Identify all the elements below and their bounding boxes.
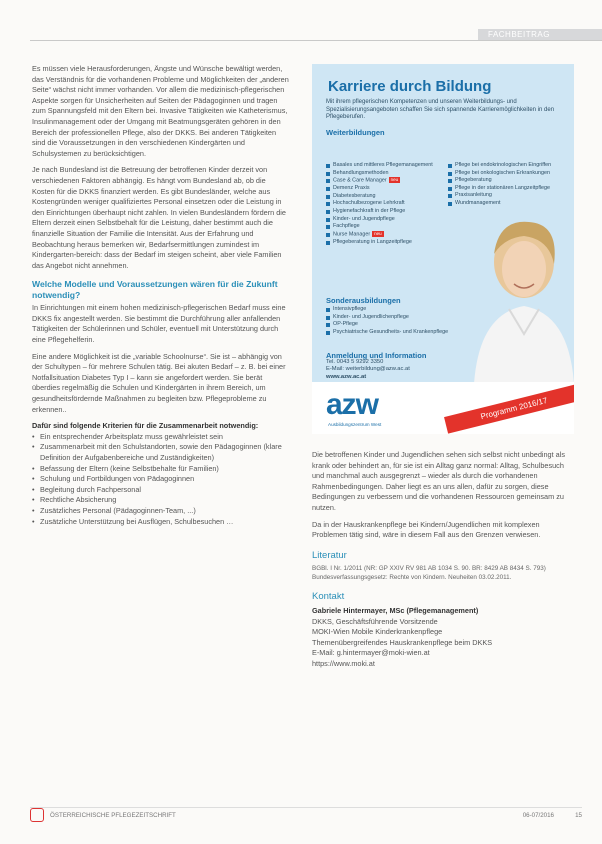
ad-list-item: Behandlungsmethoden — [326, 170, 438, 178]
ad-list-item: Basales und mittleres Pflegemanagement — [326, 162, 438, 170]
ad-list-item: Pflege bei endokrinologischen Eingriffen — [448, 162, 566, 170]
ad-list-item: Diabetesberatung — [326, 193, 438, 201]
section-heading: Welche Modelle und Voraussetzungen wären für die Zukunft notwendig? — [32, 279, 278, 301]
journal-logo-icon — [30, 808, 44, 822]
contact-website[interactable]: https://www.moki.at — [312, 658, 375, 668]
list-item: • Schulung und Fortbildungen von Pädagoginnen — [32, 474, 290, 485]
section-tag: FACHBEITRAG — [478, 29, 602, 41]
body-paragraph: Es müssen viele Herausforderungen, Ängste und Wünsche bewältigt werden, das Verständnis für die vorhandenen Probleme und Möglichkeiten der „anderen Seite“ wächst nicht immer vorhanden. Vor allem die medizinisch-pflegerischen Aspekte sorgen für Unsicherheiten auf Seiten der Pädagoginnen und tragen zum Spannungsfeld mit den Eltern bei. Invasive Tätigkeiten wie Katheterismus, Insulinmanagement oder der Umgang mit Beatmungsgeräten gehören in den Bereich der professionellen Pflege, also der DKKS. Bei anderen Tätigkeiten sind die Voraussetzungen in den verschiedenen Kindergärten und Schulsystemen zu berücksichtigen. — [32, 64, 289, 158]
contact-line: Themenübergreifendes Hauskrankenpflege beim DKKS — [312, 637, 493, 647]
literature-heading: Literatur — [312, 549, 347, 561]
ad-intro: Mit ihrem pflegerischen Kompetenzen und unseren Weiterbildungs- und Spezialisierungsangeboten schaffen Sie sich spannende Karrieremöglichkeiten in den Pflegeberufen. — [326, 99, 555, 121]
ad-list-item: Fachpflege — [326, 223, 438, 231]
body-paragraph: Die betroffenen Kinder und Jugendlichen sehen sich selbst nicht unbedingt als krank oder behindert an, für sie ist ein Alltag ganz normal: Alltag, Schulbesuch und manchmal auch ausgegrenzt – wieder als durch die vorhandenen Rahmenbedingungen. Daher liegt es an uns allen, dafür zu sorgen, diese Bedingungen zu verbessern und die vorhandenen Ressourcen gemeinsam zu nutzen. — [312, 450, 565, 512]
ad-list-item: Pflege bei onkologischen Erkrankungen — [448, 170, 566, 178]
contact-email[interactable]: E-Mail: g.hintermayer@moki-wien.at — [312, 648, 430, 658]
contact-heading: Kontakt — [312, 591, 345, 603]
ad-list-item: Nurse Manager neu — [326, 231, 438, 239]
new-badge: neu — [374, 230, 382, 236]
ad-list-item: OP-Pflege — [326, 321, 526, 329]
body-paragraph: Je nach Bundesland ist die Betreuung der betroffenen Kinder derzeit von verschiedenen Faktoren abhängig. Es hängt vom Bundesland ab, ob die Kosten für die DKKS finanziert werden. Es gibt Bundesländer, welche aus Kostengründen weniger qualifiziertes Personal einsetzen oder die Leistung in den Einrichtungen überhaupt nicht zahlen. In vielen Bundesländern fördern die Eltern derzeit einen Selbstbehalt für die Leistung, daher bestimmt auch die finanzielle Situation der Familie die Intensität. Aus der Erfahrung und Beobachtung heraus bemerken wir, Bedarfsermittlungen zumindest im Kindergarten-bereich: dass der Bedarf im steigen scheint, aber viele Familien das Angebot nicht annehmen. — [32, 165, 286, 270]
body-paragraph: In Einrichtungen mit einem hohen medizinisch-pflegerischen Bedarf muss eine DKKS fix angestellt werden. Sie bestimmt die Durchführung aller anfallenden Tätigkeiten der Schülerinnen und Schüler, eventuell mit Unterstützung durch eine Pflegehelferin. — [32, 303, 286, 345]
body-paragraph: Da in der Hauskrankenpflege bei Kindern/Jugendlichen mit komplexen Problemen tätig sind, wäre in diesem Fall aus den Grenzen verwiesen. — [312, 519, 541, 540]
criteria-heading: Dafür sind folgende Kriterien für die Zusammenarbeit notwendig: — [32, 421, 259, 431]
ad-list-item: Kinder- und Jugendpflege — [326, 216, 438, 224]
ad-list-sonder — [326, 306, 526, 336]
list-item: • Rechtliche Absicherung — [32, 495, 290, 506]
ad-heading-weiterbildungen: Weiterbildungen — [326, 127, 385, 137]
ad-contact — [326, 359, 410, 381]
issue-number: 06-07/2016 — [522, 812, 554, 819]
footer-rule — [30, 807, 582, 808]
contact-line: MOKI-Wien Mobile Kinderkrankenpflege — [312, 627, 443, 637]
ad-list-item: Demenz Praxis — [326, 185, 438, 193]
advertisement — [312, 64, 574, 434]
ad-list-item: Intensivpflege — [326, 306, 526, 314]
ad-list-item: Hygienefachkraft in der Pflege — [326, 208, 438, 216]
list-item: • Ein entsprechender Arbeitsplatz muss gewährleistet sein — [32, 432, 290, 443]
journal-name: ÖSTERREICHISCHE PFLEGEZEITSCHRIFT — [50, 812, 176, 819]
page-footer — [30, 810, 582, 822]
ad-list-item: Hochschulbezogene Lehrkraft — [326, 200, 438, 208]
ad-list-item: Pflegeberatung — [448, 177, 566, 185]
ad-list-left — [326, 162, 438, 246]
list-item: • Zusätzliches Personal (Pädagoginnen-Team, ...) — [32, 506, 290, 517]
ad-heading-sonderausbildungen: Sonderausbildungen — [326, 296, 401, 305]
ad-email: E-Mail: weiterbildung@azw.ac.at — [326, 366, 410, 373]
contact-name: Gabriele Hintermayer, MSc (Pflegemanagement) — [312, 605, 479, 615]
azw-logo: azw — [326, 388, 379, 421]
new-badge: neu — [390, 177, 399, 183]
list-item: • Zusammenarbeit mit den Schulstandorten, sowie den Pädagoginnen (klare Definition der Aufgabenbereiche und Zuständigkeiten) — [32, 442, 290, 463]
body-paragraph: Eine andere Möglichkeit ist die „variable Schoolnurse“. Sie ist – abhängig von der Schultypen – für mehrere Schulen tätig. Bei akuten Bedarf – z. B. bei einer Notfallsituation Diabetes Typ I – kann sie angefordert werden. Sie berät überdies regelmäßig die Schulen und Kindergärten in ihrem Bereich, um gesundheitsfördernde Maßnahmen zu begleiten bzw. Pflegeprobleme zu erkennen.. — [32, 351, 286, 414]
ad-list-item: Pflege in der stationären Langzeitpflege — [448, 185, 566, 193]
ad-list-item: Praxisanleitung — [448, 192, 566, 200]
literature-text: BGBl. I Nr. 1/2011 (NR: GP XXIV RV 981 AB 1034 S. 90. BR: 8429 AB 8434 S. 793) Bundesverfassungsgesetz: Rechte von Kindern. Neuheiten 03.02.2011. — [312, 565, 546, 582]
contact-line: DKKS, Geschäftsführende Vorsitzende — [312, 616, 438, 626]
azw-footer — [312, 382, 574, 434]
ad-title: Karriere durch Bildung — [328, 78, 492, 95]
ad-list-right — [448, 162, 566, 208]
left-column — [32, 64, 290, 527]
nurse-photo — [454, 214, 574, 384]
list-item: • Befassung der Eltern (keine Selbstbehalte für Familien) — [32, 464, 290, 475]
list-item: • Zusätzliche Unterstützung bei Ausflügen, Schulbesuchen … — [32, 517, 290, 528]
criteria-list — [32, 432, 290, 527]
header-rule — [30, 40, 602, 41]
page-number: 15 — [575, 812, 582, 819]
ad-list-item: Kinder- und Jugendlichenpflege — [326, 314, 526, 322]
right-column — [312, 450, 574, 670]
list-item: • Begleitung durch Fachpersonal — [32, 485, 290, 496]
ad-url[interactable]: www.azw.ac.at — [326, 373, 367, 380]
ad-list-item: Psychiatrische Gesundheits- und Krankenpflege — [326, 329, 526, 337]
ad-list-item: Pflegeberatung in Langzeitpflege — [326, 239, 438, 247]
ad-heading-anmeldung: Anmeldung und Information — [326, 351, 427, 360]
ad-list-item: Wundmanagement — [448, 200, 566, 208]
azw-logo-sub: Ausbildungszentrum West — [328, 422, 382, 427]
program-ribbon: Programm 2016/17 — [444, 383, 574, 433]
ad-phone: Tel. 0043 5 9292 3350 — [326, 359, 384, 365]
ad-list-item: Case & Care Manager neu — [326, 177, 438, 185]
